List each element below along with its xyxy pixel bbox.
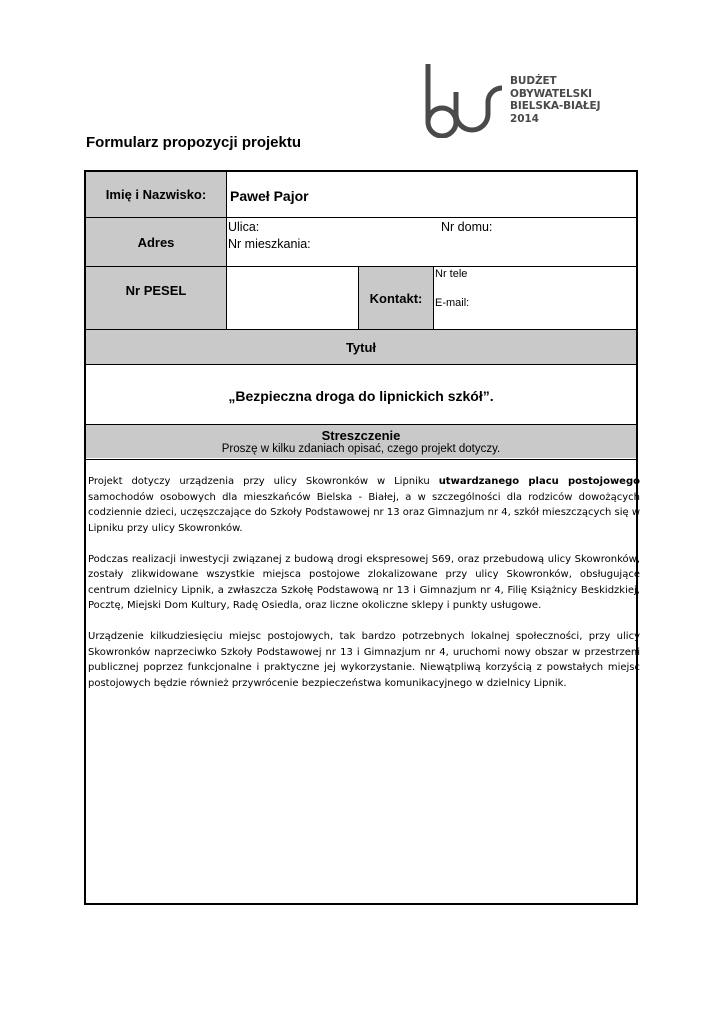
logo-text — [510, 75, 600, 125]
contact-label: Kontakt: — [359, 267, 433, 329]
address-label: Adres — [86, 218, 226, 266]
title-label: Tytuł — [86, 330, 636, 364]
name-value[interactable]: Paweł Pajor — [230, 188, 309, 204]
summary-hint: Proszę w kilku zdaniach opisać, czego projekt dotyczy. — [221, 443, 501, 455]
divider — [86, 364, 636, 365]
pesel-label: Nr PESEL — [86, 267, 226, 329]
project-title[interactable]: „Bezpieczna droga do lipnickich szkół”. — [228, 388, 494, 404]
paragraph-3: Urządzenie kilkudziesięciu miejsc postojowych, tak bardzo potrzebnych lokalnej społeczności, przy ulicy Skowronków naprzeciwko Szkoły Podstawowej nr 13 i Gimnazjum nr 4, uruchomi nowy obszar w przestrzeni publicznej poprzez funkcjonalne i praktyczne jej wykorzystanie. Niewątpliwą korzyścią z powstałych miejsc postojowych będzie również przywrócenie bezpieczeństwa komunikacyjnego w dzielnicy Lipnik. — [88, 631, 640, 689]
divider — [86, 266, 636, 267]
bo-logo-icon — [422, 62, 506, 138]
divider — [86, 459, 636, 460]
divider — [86, 424, 636, 425]
project-form — [84, 170, 638, 905]
logo-line: OBYWATELSKI — [510, 87, 592, 100]
budget-logo — [422, 62, 601, 140]
divider — [358, 267, 359, 329]
paragraph-1-part: samochodów osobowych dla mieszkańców Bielska - Białej, a w szczególności dla rodziców dowożących codziennie dzieci, uczęszczające do Szkoły Podstawowej nr 13 oraz Gimnazjum nr 4, szkół mieszczących się w Lipniku przy ulicy Skowronków. — [88, 491, 640, 534]
paragraph-2: Podczas realizacji inwestycji związanej z budową drogi ekspresowej S69, oraz przebudową ulicy Skowronków, zostały zlikwidowane wszystkie miejsca postojowe zlokalizowane przy ulicy Skowronków, obsługujące centrum dzielnicy Lipnik, a zwłaszcza Szkołę Podstawową nr 13 i Gimnazjum nr 4, Filię Książnicy Beskidzkiej, Pocztę, Miejski Dom Kultury, Radę Osiedla, oraz liczne okoliczne sklepy i punkty usługowe. — [88, 553, 640, 611]
paragraph-1-part: Projekt dotyczy urządzenia przy ulicy Skowronków w Lipniku — [88, 476, 439, 487]
divider — [433, 267, 434, 329]
email-field[interactable]: E-mail: — [435, 297, 470, 309]
logo-line: 2014 — [510, 112, 539, 125]
divider — [226, 172, 227, 329]
divider — [86, 329, 636, 330]
house-number-field[interactable]: Nr domu: — [441, 220, 493, 234]
street-field[interactable]: Ulica: — [228, 220, 260, 234]
paragraph-1-emphasis: utwardzanego placu postojowego — [438, 476, 640, 487]
summary-header — [86, 425, 636, 458]
pesel-input[interactable] — [227, 267, 358, 329]
summary-label: Streszczenie — [321, 428, 401, 443]
apartment-number-field[interactable]: Nr mieszkania: — [228, 237, 311, 251]
name-label: Imię i Nazwisko: — [86, 172, 226, 217]
divider — [86, 217, 636, 218]
summary-text[interactable] — [88, 474, 640, 707]
page-title: Formularz propozycji projektu — [86, 134, 302, 151]
logo-line: BUDŻET — [510, 75, 557, 87]
paragraph-1 — [88, 474, 640, 536]
logo-line: BIELSKA-BIAŁEJ — [510, 100, 601, 112]
phone-field[interactable]: Nr tele — [435, 268, 468, 280]
